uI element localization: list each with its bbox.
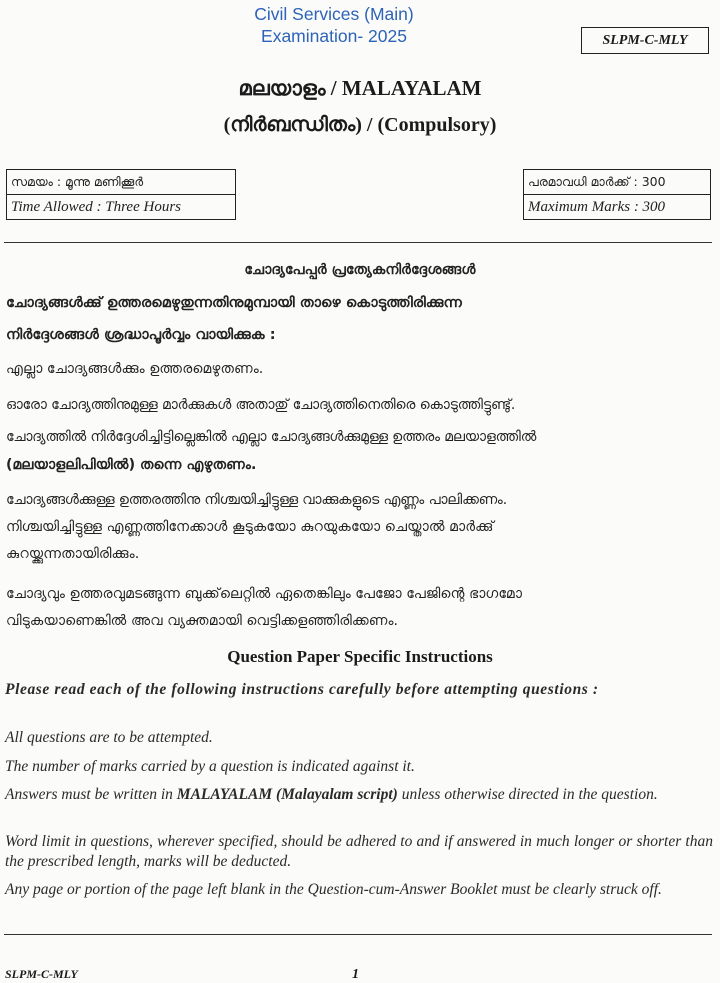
malayalam-instruction-4-line1: ചോദ്യങ്ങൾക്കുള്ള ഉത്തരത്തിനു നിശ്ചയിച്ചിട്ടുള്ള വാക്കുകളുടെ എണ്ണം പാലിക്കണം.	[6, 492, 508, 508]
english-intro: Please read each of the following instructions carefully before attempting questions :	[5, 681, 599, 698]
malayalam-intro-line1: ചോദ്യങ്ങൾക്കു് ഉത്തരമെഴുതുന്നതിനുമുമ്പായി താഴെ കൊടുത്തിരിക്കുന്ന	[6, 294, 462, 311]
malayalam-instruction-4-line3: കുറയ്ക്കുന്നതായിരിക്കും.	[6, 546, 140, 562]
malayalam-instruction-4-line2: നിശ്ചയിച്ചിട്ടുള്ള എണ്ണത്തിനേക്കാൾ കൂടുകയോ കുറയുകയോ ചെയ്താൽ മാർക്കു്	[6, 519, 494, 535]
malayalam-intro-line2: നിർദ്ദേശങ്ങൾ ശ്രദ്ധാപൂർവ്വം വായിക്കുക :	[6, 326, 276, 343]
maximum-marks-box	[523, 169, 711, 220]
malayalam-instructions-heading: ചോദ്യപേപ്പർ പ്രത്യേകനിർദ്ദേശങ്ങൾ	[244, 262, 476, 278]
subject-title: മലയാളം / MALAYALAM	[238, 76, 482, 100]
maximum-marks-english: Maximum Marks : 300	[524, 194, 710, 219]
header-divider	[4, 242, 712, 243]
footer-paper-code: SLPM-C-MLY	[5, 967, 78, 981]
paper-code-box: SLPM-C-MLY	[581, 27, 709, 54]
english-instruction-1: All questions are to be attempted.	[5, 729, 213, 746]
subject-subtitle: (നിർബന്ധിതം) / (Compulsory)	[223, 114, 497, 136]
malayalam-instruction-1: എല്ലാ ചോദ്യങ്ങൾക്കും ഉത്തരമെഴുതണം.	[6, 361, 264, 377]
malayalam-instruction-3-line2: (മലയാളലിപിയിൽ) തന്നെ എഴുതണം.	[6, 457, 257, 473]
english-instruction-3-pre: Answers must be written in	[5, 786, 177, 803]
maximum-marks-malayalam: പരമാവധി മാർക്ക് : 300	[528, 174, 666, 189]
english-instruction-3-emphasis: MALAYALAM (Malayalam script)	[176, 786, 398, 803]
time-allowed-box	[6, 169, 236, 220]
english-instructions-heading: Question Paper Specific Instructions	[227, 647, 493, 666]
malayalam-instruction-3-line1: ചോദ്യത്തിൽ നിർദ്ദേശിച്ചിട്ടില്ലെങ്കിൽ എല്ലാ ചോദ്യങ്ങൾക്കുമുള്ള ഉത്തരം മലയാളത്തിൽ	[6, 429, 537, 445]
exam-title-line1: Civil Services (Main)	[254, 4, 414, 24]
footer-divider	[4, 934, 712, 935]
malayalam-instruction-2: ഓരോ ചോദ്യത്തിനുമുള്ള മാർക്കുകൾ അതാതു് ചോദ്യത്തിനെതിരെ കൊടുത്തിട്ടുണ്ടു്.	[6, 397, 516, 413]
english-instruction-3	[5, 785, 713, 805]
malayalam-instruction-5-line1: ചോദ്യവും ഉത്തരവുമടങ്ങുന്ന ബുക്ക്‌ലെറ്റിൽ ഏതെങ്കിലും പേജോ പേജിന്റെ ഭാഗമോ	[6, 586, 523, 602]
time-allowed-malayalam: സമയം : മൂന്നു മണിക്കൂർ	[11, 174, 144, 189]
english-instruction-3-post: unless otherwise directed in the question.	[397, 786, 658, 803]
exam-title-line2: Examination- 2025	[261, 26, 407, 46]
malayalam-instruction-5-line2: വിടുകയാണെങ്കിൽ അവ വ്യക്തമായി വെട്ടിക്കളഞ്ഞിരിക്കണം.	[6, 613, 399, 629]
english-instruction-4: Word limit in questions, wherever specified, should be adhered to and if answered in much longer or shorter than the prescribed length, marks will be deducted.	[5, 833, 713, 870]
time-allowed-english: Time Allowed : Three Hours	[7, 194, 235, 219]
english-instruction-5: Any page or portion of the page left blank in the Question-cum-Answer Booklet must be clearly struck off.	[5, 881, 662, 898]
english-instruction-2: The number of marks carried by a question is indicated against it.	[5, 758, 415, 775]
page-number: 1	[352, 967, 359, 982]
